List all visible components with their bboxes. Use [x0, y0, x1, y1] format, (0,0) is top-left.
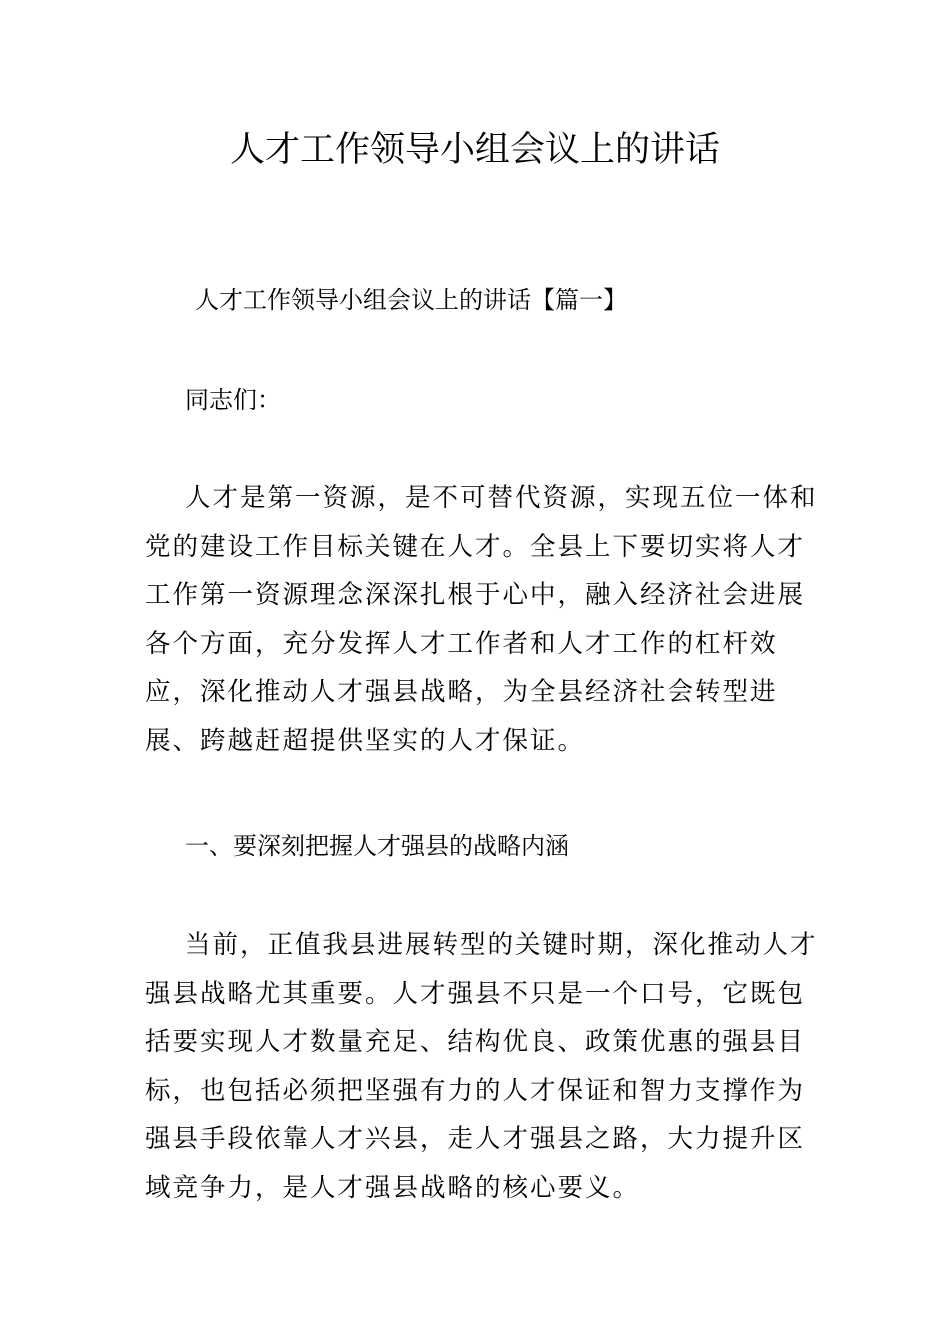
body-paragraph-1: 人才是第一资源，是不可替代资源，实现五位一体和党的建设工作目标关键在人才。全县上下要切实将人才工作第一资源理念深深扎根于心中，融入经济社会进展各个方面，充分发挥人才工作者和人才工作的杠杆效应，深化推动人才强县战略，为全县经济社会转型进展、跨越赶超提供坚实的人才保证。 [145, 483, 818, 756]
section-heading-1: 一、要深刻把握人才强县的战略内涵 [185, 832, 569, 860]
salutation: 同志们： [185, 386, 281, 414]
document-subtitle: 人才工作领导小组会议上的讲话【篇一】 [195, 286, 627, 314]
body-paragraph-2: 当前，正值我县进展转型的关键时期，深化推动人才强县战略尤其重要。人才强县不只是一个口号，它既包括要实现人才数量充足、结构优良、政策优惠的强县目标，也包括必须把坚强有力的人才保证和智力支撑作为强县手段依靠人才兴县，走人才强县之路，大力提升区域竞争力，是人才强县战略的核心要义。 [145, 930, 818, 1203]
document-title: 人才工作领导小组会议上的讲话 [229, 130, 720, 170]
